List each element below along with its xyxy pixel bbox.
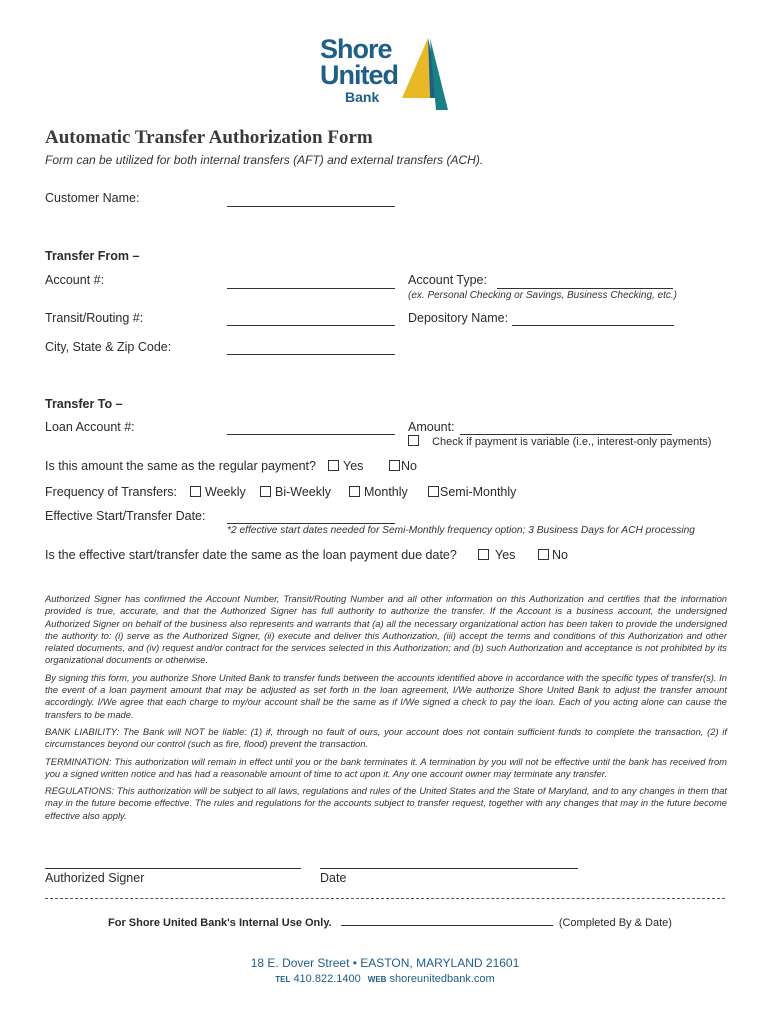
web-link[interactable]: shoreunitedbank.com <box>389 973 495 985</box>
account-number-field[interactable] <box>227 276 395 289</box>
freq-option-weekly[interactable] <box>190 485 246 499</box>
tel-label: TEL <box>275 975 291 984</box>
legal-paragraph-termination: TERMINATION: This authorization will remain in effect until you or the bank terminates it. A termination by you will not be effective until the bank has received from you a signed written notice and has had a reasonable amount of time to act upon it. Any one account owner may terminate any transfer. <box>45 755 727 779</box>
freq-option-monthly[interactable] <box>349 485 408 499</box>
transfer-from-heading: Transfer From – <box>45 249 140 263</box>
same-date-yes-label: Yes <box>495 548 516 562</box>
sail-icon <box>396 36 450 112</box>
legal-paragraph-liability: BANK LIABILITY: The Bank will NOT be liable: (1) if, through no fault of ours, your account does not contain sufficient funds to complete the transaction, (2) if circumstances beyond our control (such as fire, flood) prevent the transaction. <box>45 725 727 750</box>
legal-paragraph-authorization: Authorized Signer has confirmed the Account Number, Transit/Routing Number and all other information on this Authorization and certifies that the information provided is true, accurate, and that the Authorized Signer has full authority to authorize the transfer. If the Account is a business account, the undersigned Authorized Signer on behalf of the business also represents and warrants that (a) all the necessary organizational action has been taken to provide the undersigned the authority to: (i) serve as the Authorized Signer, (ii) execute and deliver this Authorization, (iii) accept the terms and conditions of this Authorization and other related documents, and (iv) request and/or contract for the services selected in this Authorization; and (b) such Authorization and acceptance is not prohibited by its organizational documents or otherwise. <box>45 593 727 666</box>
transfer-to-heading: Transfer To – <box>45 397 123 411</box>
same-amount-question: Is this amount the same as the regular payment? <box>45 459 316 473</box>
internal-use-row <box>108 915 672 929</box>
legal-terms <box>45 593 727 827</box>
same-date-question: Is the effective start/transfer date the same as the loan payment due date? <box>45 548 457 562</box>
footer-address: 18 E. Dover Street • EASTON, MARYLAND 21601 <box>250 956 520 970</box>
web-label: WEB <box>367 975 387 984</box>
footer-contact <box>0 973 770 985</box>
dashed-divider <box>45 898 725 899</box>
depository-field[interactable] <box>512 313 674 326</box>
freq-biweekly-label: Bi-Weekly <box>275 485 332 499</box>
page-subtitle: Form can be utilized for both internal transfers (AFT) and external transfers (ACH). <box>45 153 484 167</box>
same-amount-no-label: No <box>401 459 417 473</box>
frequency-label: Frequency of Transfers: <box>45 485 178 499</box>
loan-account-label: Loan Account #: <box>45 420 135 434</box>
city-state-zip-label: City, State & Zip Code: <box>45 340 172 354</box>
city-state-zip-field[interactable] <box>227 342 395 355</box>
legal-paragraph-regulations: REGULATIONS: This authorization will be subject to all laws, regulations and rules of the United States and the State of Maryland, and to any changes in them that may in the future become effective. The rules and regulations for the accounts subject to transfer request, together with any changes that may in the future become effective also apply. <box>45 785 727 821</box>
effective-date-note: *2 effective start dates needed for Semi-Monthly frequency option; 3 Business Days for ACH processing <box>227 525 695 536</box>
depository-label: Depository Name: <box>408 311 509 325</box>
date-label: Date <box>320 871 347 885</box>
bank-logo <box>320 36 450 112</box>
freq-biweekly-checkbox[interactable] <box>260 486 271 497</box>
same-amount-yes-label: Yes <box>343 459 364 473</box>
tel-number[interactable]: 410.822.1400 <box>293 973 361 985</box>
freq-semimonthly-label: Semi-Monthly <box>440 485 517 499</box>
customer-name-label: Customer Name: <box>45 191 140 205</box>
loan-account-field[interactable] <box>227 422 395 435</box>
effective-date-field[interactable] <box>227 511 395 524</box>
internal-use-field[interactable] <box>341 915 553 926</box>
same-date-yes[interactable] <box>478 548 515 562</box>
logo-line2: United <box>320 60 398 90</box>
customer-name-field[interactable] <box>227 194 395 207</box>
same-date-no-label: No <box>552 548 568 562</box>
freq-option-biweekly[interactable] <box>260 485 331 499</box>
same-date-no-checkbox[interactable] <box>538 549 549 560</box>
same-date-yes-checkbox[interactable] <box>478 549 489 560</box>
account-type-label: Account Type: <box>408 273 487 287</box>
account-number-label: Account #: <box>45 273 105 287</box>
date-signature-line[interactable] <box>320 856 578 869</box>
internal-use-label: For Shore United Bank's Internal Use Only. <box>108 917 332 929</box>
freq-semimonthly-checkbox[interactable] <box>428 486 439 497</box>
account-type-hint: (ex. Personal Checking or Savings, Business Checking, etc.) <box>408 290 678 301</box>
freq-weekly-label: Weekly <box>205 485 246 499</box>
freq-monthly-label: Monthly <box>364 485 408 499</box>
account-type-field[interactable] <box>497 276 673 289</box>
variable-payment-option[interactable] <box>408 435 711 448</box>
legal-paragraph-signing: By signing this form, you authorize Shore United Bank to transfer funds between the accounts identified above in accordance with the specific types of transfer(s). In the event of a loan payment amount that may be adjusted as set forth in the loan agreement, I/We authorize Shore United Bank to adjust the transfer amount accordingly. I/We agree that each charge to my/our account shall be the same as if I/We signed a check to pay the loan. Each of you acting alone can cause the transfers to be made. <box>45 671 727 720</box>
effective-date-label: Effective Start/Transfer Date: <box>45 509 206 523</box>
same-amount-no[interactable] <box>389 459 417 473</box>
freq-monthly-checkbox[interactable] <box>349 486 360 497</box>
variable-payment-label: Check if payment is variable (i.e., interest-only payments) <box>432 436 712 448</box>
freq-weekly-checkbox[interactable] <box>190 486 201 497</box>
amount-field[interactable] <box>460 422 672 435</box>
amount-label: Amount: <box>408 420 455 434</box>
completed-by-label: (Completed By & Date) <box>558 917 672 929</box>
variable-payment-checkbox[interactable] <box>408 435 419 446</box>
logo-line3: Bank <box>345 89 380 105</box>
logo-text <box>320 36 398 105</box>
signer-label: Authorized Signer <box>45 871 145 885</box>
routing-field[interactable] <box>227 313 395 326</box>
freq-option-semimonthly[interactable] <box>428 485 516 499</box>
same-amount-yes-checkbox[interactable] <box>328 460 339 471</box>
same-date-no[interactable] <box>538 548 568 562</box>
page-title: Automatic Transfer Authorization Form <box>45 127 373 148</box>
same-amount-yes[interactable] <box>328 459 363 473</box>
signer-signature-line[interactable] <box>45 856 301 869</box>
routing-label: Transit/Routing #: <box>45 311 144 325</box>
same-amount-no-checkbox[interactable] <box>389 460 400 471</box>
logo-line1: Shore <box>320 34 392 64</box>
